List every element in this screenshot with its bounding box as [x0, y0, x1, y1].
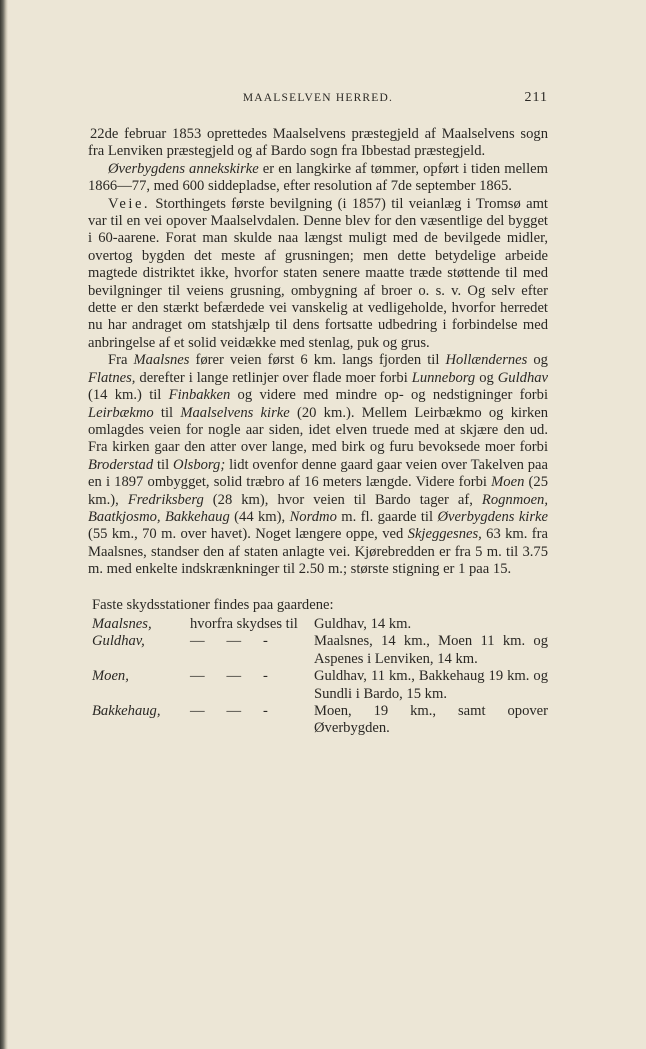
book-binding-edge — [0, 0, 8, 1049]
text-run: og videre med mindre op- og nedstigninger forbi — [230, 387, 548, 404]
station-name: Guldhav, — [92, 633, 145, 650]
text-run: (25 km.), — [88, 474, 548, 508]
text-run: lidt ovenfor denne gaard gaar veien over Takelven paa en i 1897 ombygget, solid træbro af 16 meters længde. Videre forbi — [88, 456, 549, 491]
station-row — [88, 616, 548, 633]
italic-term: Øverbygdens annekskirke — [108, 160, 259, 177]
place-name: Skjeggesnes, — [407, 526, 482, 543]
place-name: Maalsnes — [133, 352, 190, 369]
place-name: Guldhav — [497, 369, 549, 386]
book-page — [88, 88, 548, 738]
text-run: m. fl. gaarde til — [336, 508, 438, 525]
text-run: 63 km. fra Maalsnes, standser den af staten anlagte vei. Kjørebredden er fra 5 m. til 3.75 m. med enkelte indskrænkninger til 2.50 m.; største stigning er 1 paa 15. — [88, 526, 548, 578]
place-name: Hollændernes — [445, 352, 528, 369]
place-name: Øverbygdens kirke — [437, 508, 548, 525]
paragraph-text: er en langkirke af tømmer, opført i tiden mellem 1866—77, med 600 siddepladse, efter resolution af 7de september 1865. — [88, 160, 548, 195]
paragraph-route — [88, 352, 548, 578]
running-header — [88, 88, 548, 110]
skyds-stations-list — [88, 597, 548, 738]
place-name: Moen — [491, 474, 525, 491]
station-row — [88, 703, 548, 738]
station-destinations: Moen, 19 km., samt opover Øverbygden. — [314, 703, 548, 737]
place-name: Broderstad — [88, 456, 154, 473]
text-run: (28 km), hvor veien til Bardo tager af, — [203, 491, 482, 508]
station-destinations: Guldhav, 14 km. — [314, 615, 412, 632]
paragraph-praestegjeld: 22de februar 1853 oprettedes Maalselvens præstegjeld af Maalselvens sogn fra Lenviken præstegjeld og af Bardo sogn fra Ibbestad præstegjeld. — [88, 126, 548, 160]
text-run: fører veien først 6 km. langs fjorden til — [189, 352, 446, 369]
station-prefix: hvorfra skydses til — [190, 615, 298, 632]
station-name: Bakkehaug, — [92, 703, 161, 719]
station-name: Maalsnes, — [92, 615, 152, 632]
place-name: Flatnes, — [88, 369, 136, 386]
running-title: MAALSELVEN HERRED. — [242, 92, 394, 104]
text-run: (55 km., 70 m. over havet). Noget længere oppe, ved — [88, 526, 408, 543]
text-run: til — [153, 456, 174, 473]
paragraph-annekskirke — [88, 161, 548, 196]
place-name: Olsborg; — [173, 456, 226, 473]
text-run: til — [153, 404, 181, 421]
station-prefix: — — - — [190, 703, 268, 719]
station-prefix: — — - — [190, 668, 268, 685]
place-name: Leirbækmo — [88, 404, 154, 421]
stations-intro: Faste skydsstationer findes paa gaardene: — [92, 596, 334, 613]
station-row — [88, 633, 548, 668]
text-run: og — [475, 369, 498, 386]
section-lead-word: Veie. — [108, 195, 151, 212]
text-run: (44 km), — [229, 508, 290, 525]
text-run: derefter i lange retlinjer over flade moer forbi — [135, 369, 412, 386]
station-destinations: Maalsnes, 14 km., Moen 11 km. og Aspenes i Lenviken, 14 km. — [314, 633, 548, 667]
place-name: Lunneborg — [411, 369, 476, 386]
text-run: og — [527, 352, 548, 369]
text-run: (20 km.). Mellem Leirbækmo og kirken omlagdes veien for nogle aar siden, idet elven truede med at skjære den ud. Fra kirken gaar den atter over lange, med birk og furu bevoksede moer forbi — [88, 404, 549, 456]
station-row — [88, 668, 548, 703]
paragraph-text: Storthingets første bevilgning (i 1857) til veianlæg i Tromsø amt var til en vei opover Maalselvdalen. Denne blev for den væsentlige del bygget i 60-aarene. Forat man skulde naa længst muligt med de bevilgede midler, overtog bygden det meste af grusningen; men dette betydelige arbeide magtede distriktet ikke, hvorfor staten senere maatte træde støttende til med bevilgninger til veiens grusning, ombygning af broer o. s. v. Og selv efter dette er den stærkt befærdede vei vanskelig at vedligeholde, hvorfor herredet nu har andraget om statshjælp til dens fortsatte udbedring i forbindelse med anbringelse af et solid veidække med stenlag, puk og grus. — [88, 195, 548, 351]
station-name: Moen, — [92, 668, 129, 685]
text-run: Fra — [108, 352, 134, 369]
text-run: (14 km.) til — [88, 387, 169, 404]
place-name: Rognmoen, Baatkjosmo, Bakkehaug — [88, 491, 548, 525]
place-name: Maalselvens kirke — [180, 404, 290, 421]
place-name: Fredriksberg — [127, 491, 204, 508]
station-prefix: — — - — [190, 633, 268, 650]
paragraph-veie — [88, 196, 548, 353]
place-name: Finbakken — [168, 387, 231, 404]
place-name: Nordmo — [289, 508, 337, 525]
page-number: 211 — [524, 90, 548, 105]
station-destinations: Guldhav, 11 km., Bakkehaug 19 km. og Sundli i Bardo, 15 km. — [314, 668, 548, 702]
